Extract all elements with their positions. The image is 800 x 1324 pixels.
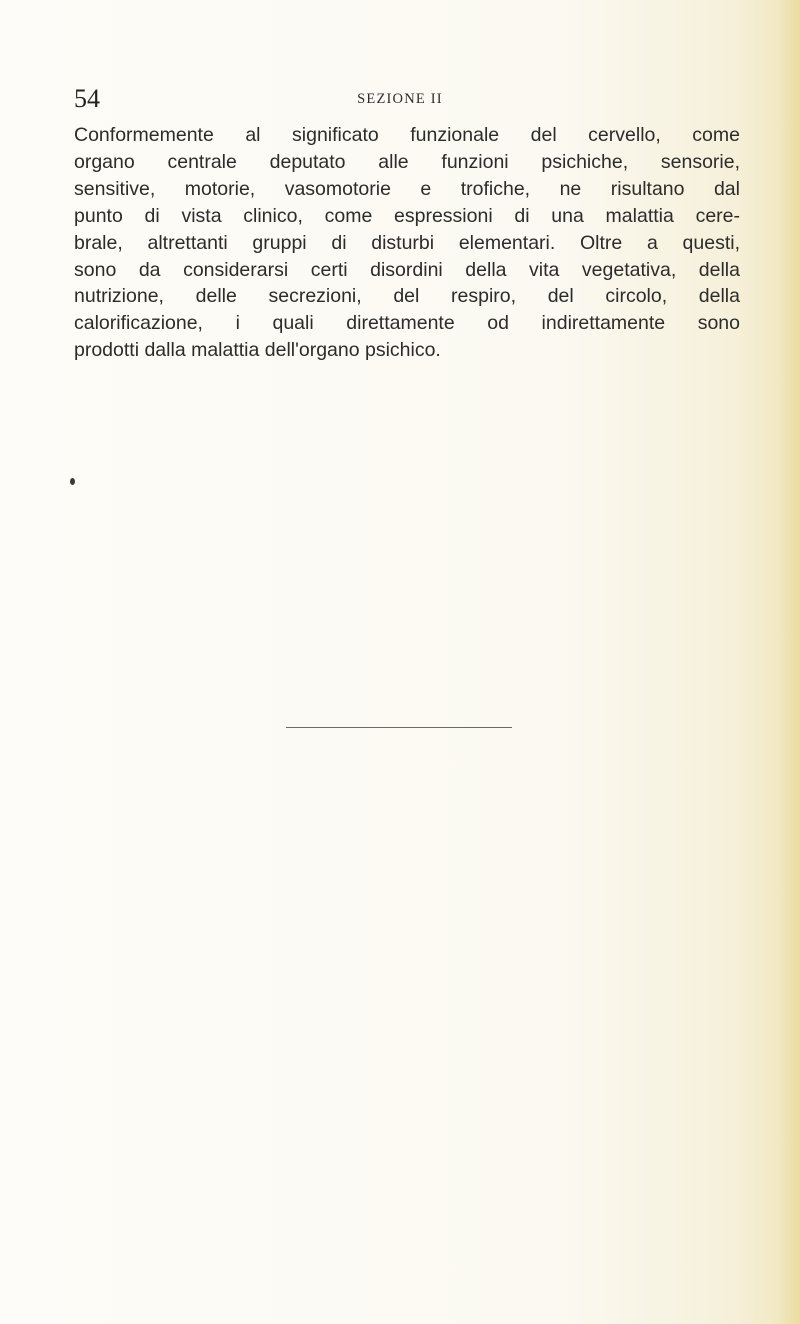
text-line: calorificazione, i quali direttamente od indirettamente sono xyxy=(74,312,740,335)
section-divider-rule xyxy=(286,727,512,728)
ink-speck xyxy=(70,478,75,485)
text-line: sono da considerarsi certi disordini della vita vegetativa, della xyxy=(74,258,740,281)
page-number: 54 xyxy=(74,84,100,113)
text-line: prodotti dalla malattia dell'organo psichico. xyxy=(74,339,441,362)
running-head: SEZIONE II xyxy=(357,91,443,107)
text-line: sensitive, motorie, vasomotorie e trofiche, ne risultano dal xyxy=(74,177,740,200)
text-line: nutrizione, delle secrezioni, del respiro, del circolo, della xyxy=(74,285,740,308)
body-paragraph xyxy=(74,122,740,364)
text-line: organo centrale deputato alle funzioni psichiche, sensorie, xyxy=(74,150,740,173)
text-line: brale, altrettanti gruppi di disturbi elementari. Oltre a questi, xyxy=(74,231,740,254)
page-edge-discoloration xyxy=(778,0,800,1324)
text-line: Conformemente al significato funzionale del cervello, come xyxy=(74,124,740,146)
text-line: punto di vista clinico, come espressioni di una malattia cere- xyxy=(74,204,740,227)
